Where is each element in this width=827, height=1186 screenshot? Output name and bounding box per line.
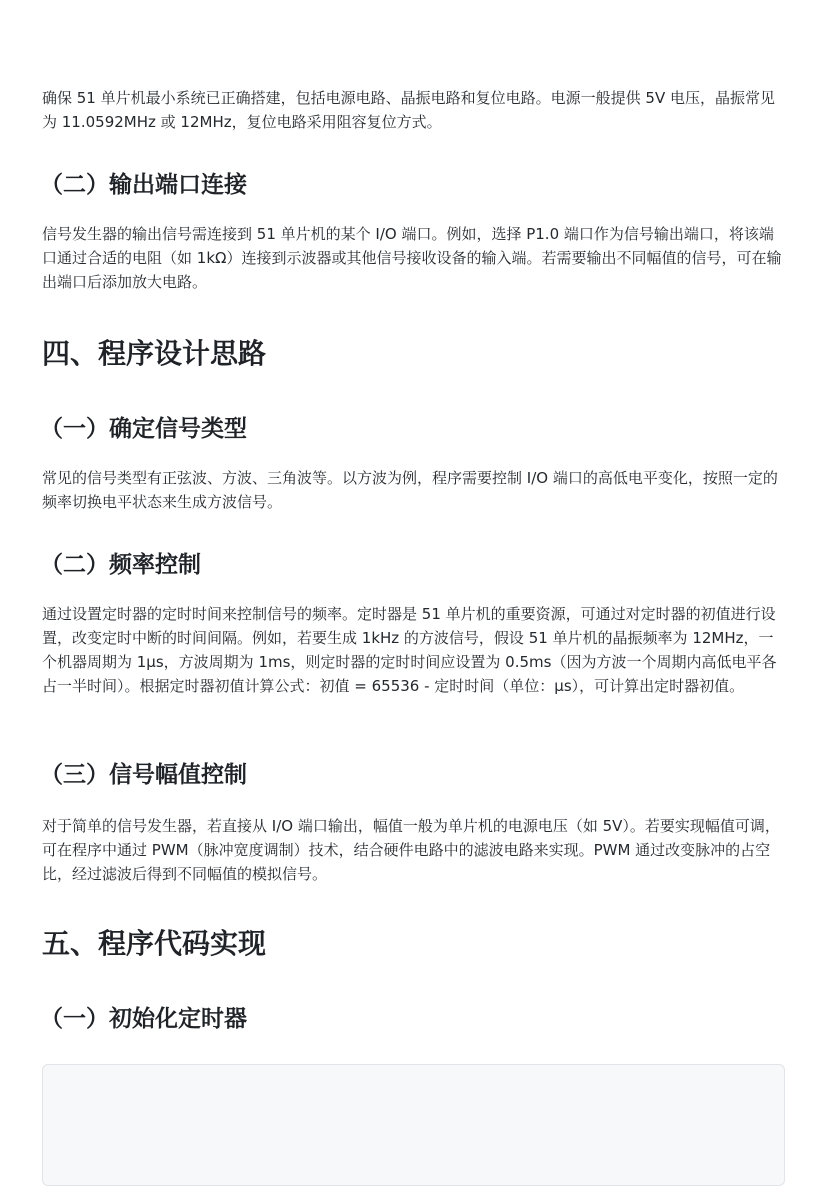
heading-output-port: （二）输出端口连接 xyxy=(40,172,247,198)
paragraph-signal-type: 常见的信号类型有正弦波、方波、三角波等。以方波为例，程序需要控制 I/O 端口的高低电平变化，按照一定的频率切换电平状态来生成方波信号。 xyxy=(42,469,778,511)
paragraph-output-port: 信号发生器的输出信号需连接到 51 单片机的某个 I/O 端口。例如，选择 P1.0 端口作为信号输出端口，将该端口通过合适的电阻（如 1kΩ）连接到示波器或其他信号接收设备的输入端。若需要输出不同幅值的信号，可在输出端口后添加放大电路。 xyxy=(42,225,782,291)
heading-frequency-control: （二）频率控制 xyxy=(40,552,201,578)
heading-signal-type: （一）确定信号类型 xyxy=(40,416,247,442)
paragraph-min-system: 确保 51 单片机最小系统已正确搭建，包括电源电路、晶振电路和复位电路。电源一般提供 5V 电压，晶振常见为 11.0592MHz 或 12MHz，复位电路采用阻容复位方式。 xyxy=(42,89,775,131)
heading-section-5: 五、程序代码实现 xyxy=(42,927,267,960)
heading-section-4: 四、程序设计思路 xyxy=(42,337,267,370)
code-block xyxy=(42,1064,785,1186)
paragraph-amplitude-control: 对于简单的信号发生器，若直接从 I/O 端口输出，幅值一般为单片机的电源电压（如 5V）。若要实现幅值可调，可在程序中通过 PWM（脉冲宽度调制）技术，结合硬件电路中的滤波电路来实现。PWM 通过改变脉冲的占空比，经过滤波后得到不同幅值的模拟信号。 xyxy=(42,817,780,883)
paragraph-frequency-control: 通过设置定时器的定时时间来控制信号的频率。定时器是 51 单片机的重要资源，可通过对定时器的初值进行设置，改变定时中断的时间间隔。例如，若要生成 1kHz 的方波信号，假设 51 单片机的晶振频率为 12MHz，一个机器周期为 1μs，方波周期为 1ms，则定时器的定时时间应设置为 0.5ms（因为方波一个周期内高低电平各占一半时间）。根据定时器初值计算公式：初值 = 65536 - 定时时间（单位：μs），可计算出定时器初值。 xyxy=(42,605,777,695)
heading-amplitude-control: （三）信号幅值控制 xyxy=(40,762,247,788)
heading-init-timer: （一）初始化定时器 xyxy=(40,1006,247,1032)
